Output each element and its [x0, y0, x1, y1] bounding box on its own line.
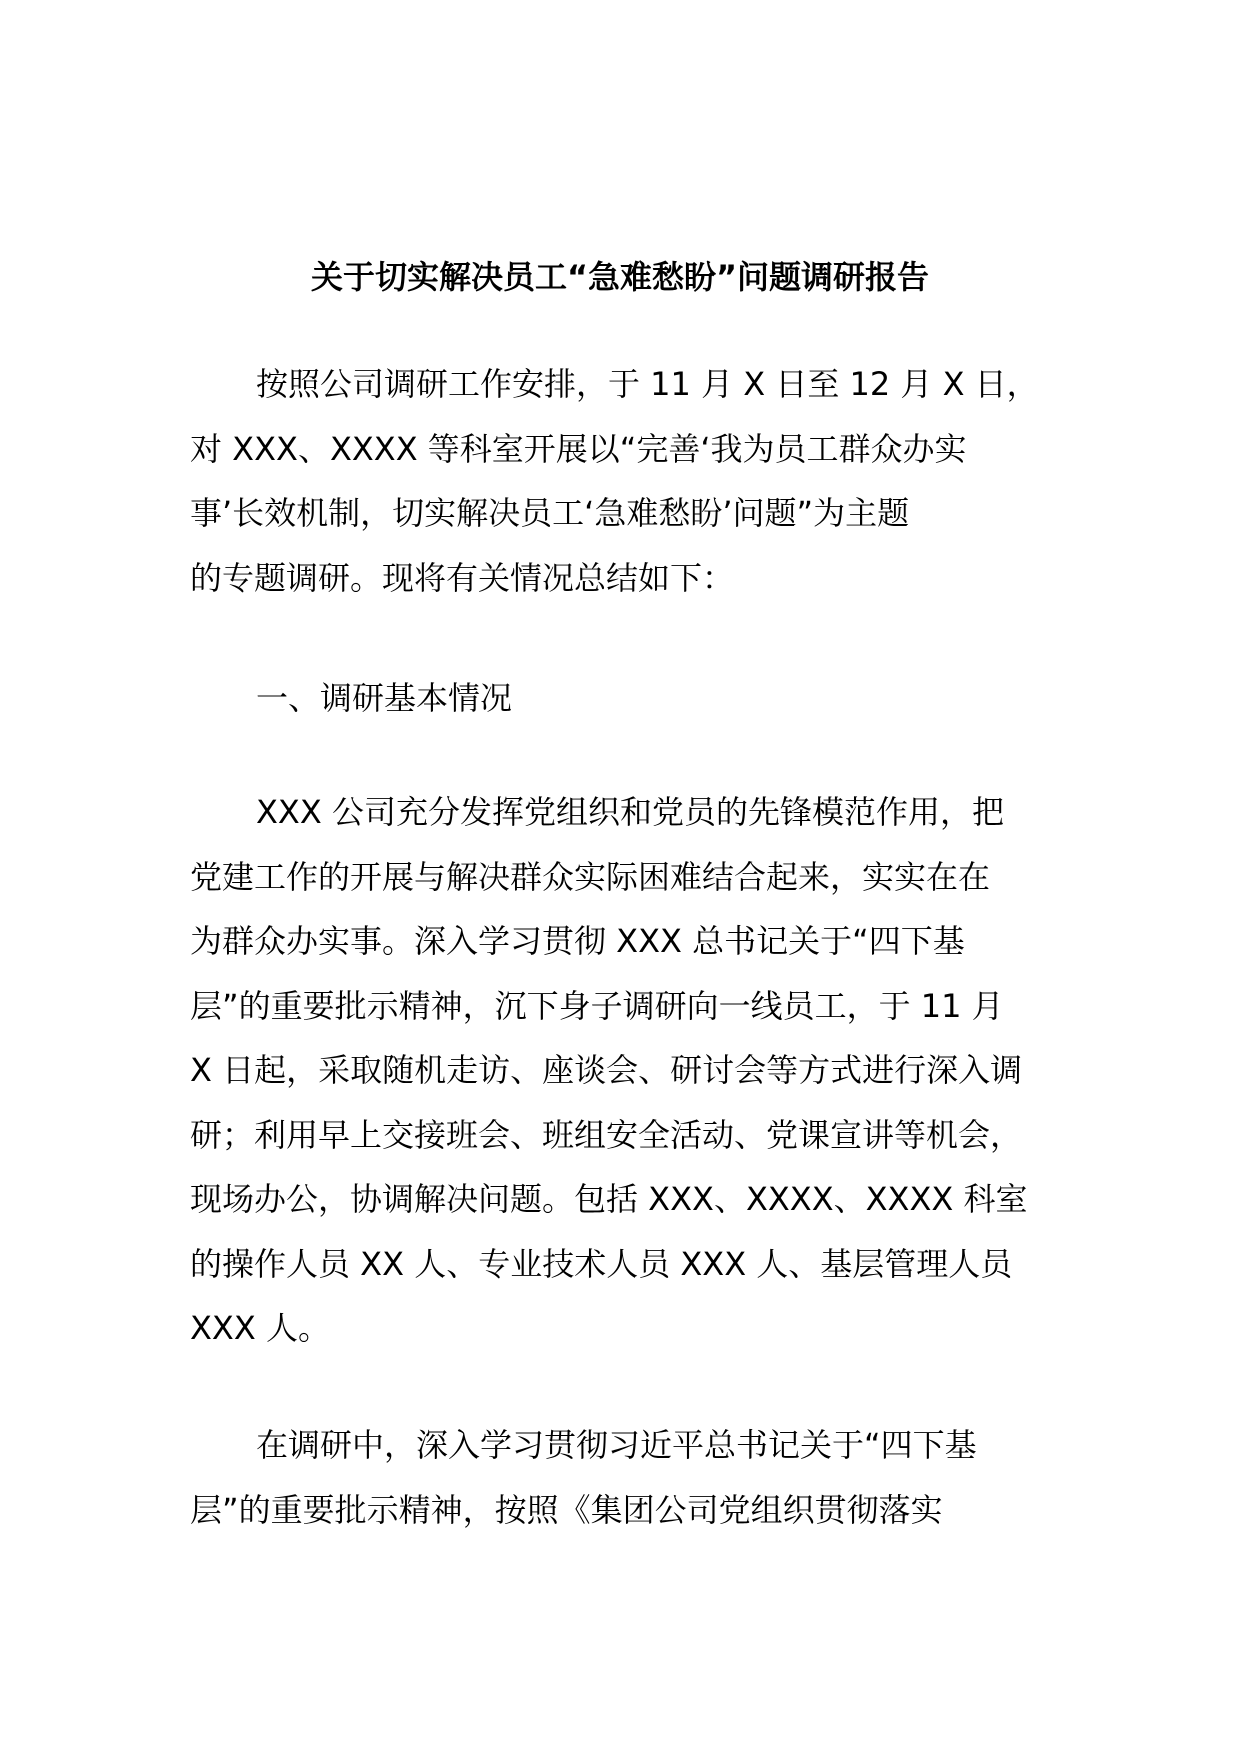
paragraph-line: 的操作人员 XX 人、专业技术人员 XXX 人、基层管理人员 [190, 1244, 1013, 1283]
paragraph-line: XXX 人。 [190, 1309, 330, 1347]
paragraph-line: 研；利用早上交接班会、班组安全活动、党课宣讲等机会， [190, 1115, 1023, 1154]
paragraph-line: 为群众办实事。深入学习贯彻 XXX 总书记关于“四下基 [190, 922, 965, 960]
paragraph-line: 层”的重要批示精神，沉下身子调研向一线员工，于 11 月 [190, 986, 1004, 1025]
paragraph-line: 事’长效机制，切实解决员工‘急难愁盼’问题”为主题 [190, 494, 910, 532]
paragraph-line: 党建工作的开展与解决群众实际困难结合起来，实实在在 [190, 857, 991, 896]
paragraph-basic-situation [190, 780, 1060, 1361]
paragraph-line: 按照公司调研工作安排，于 11 月 X 日至 12 月 X 日， [256, 365, 1039, 403]
paragraph-line: X 日起，采取随机走访、座谈会、研讨会等方式进行深入调 [190, 1051, 1023, 1089]
paragraph-research [190, 1413, 1060, 1542]
paragraph-line: XXX 公司充分发挥党组织和党员的先锋模范作用，把 [256, 793, 1004, 831]
paragraph-intro [190, 352, 1060, 610]
paragraph-line: 的专题调研。现将有关情况总结如下： [190, 558, 735, 597]
paragraph-line: 层”的重要批示精神，按照《集团公司党组织贯彻落实 [190, 1490, 943, 1529]
section-heading: 一、调研基本情况 [256, 679, 513, 717]
document-title: 关于切实解决员工“急难愁盼”问题调研报告 [310, 258, 930, 296]
paragraph-line: 在调研中，深入学习贯彻习近平总书记关于“四下基 [256, 1426, 977, 1464]
paragraph-line: 现场办公，协调解决问题。包括 XXX、XXXX、XXXX 科室 [190, 1180, 1028, 1218]
paragraph-line: 对 XXX、XXXX 等科室开展以“完善‘我为员工群众办实 [190, 429, 967, 468]
